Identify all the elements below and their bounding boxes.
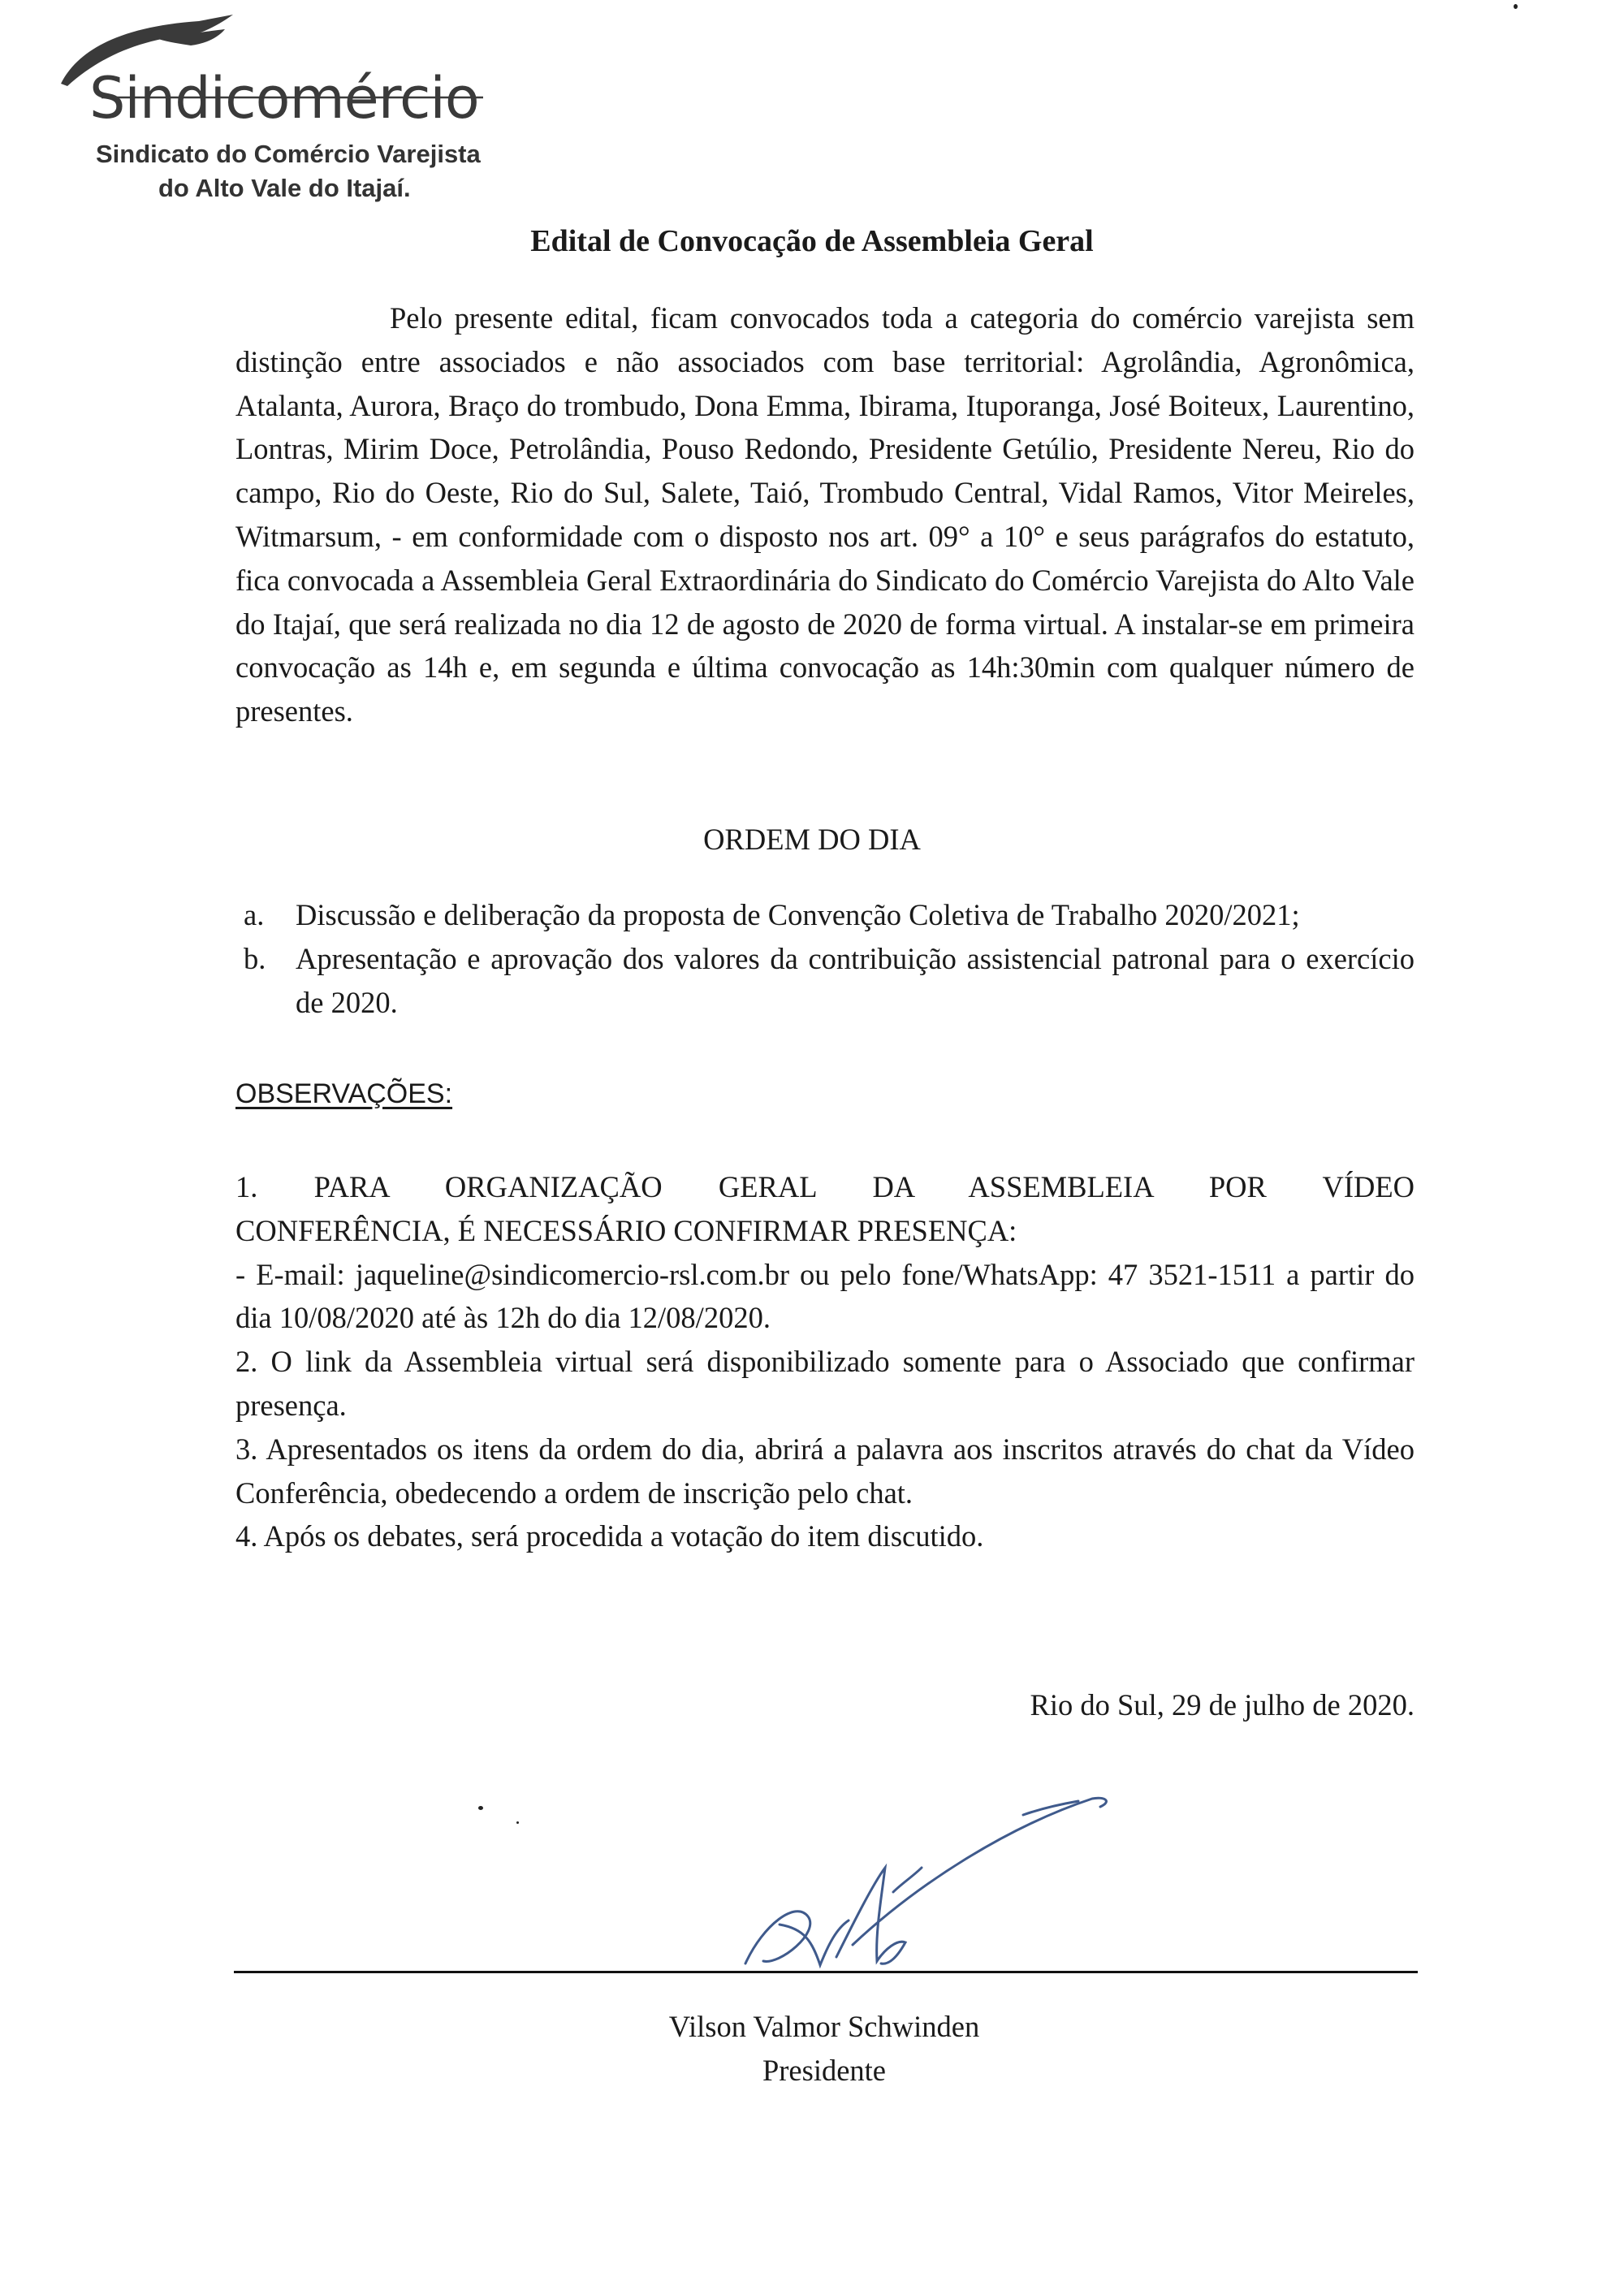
observation-1-contact: - E-mail: jaqueline@sindicomercio-rsl.com.br ou pelo fone/WhatsApp: 47 3521-1511 a partir do dia 10/08/2020 até às 12h do dia 12/08/2020. (235, 1257, 1415, 1335)
scan-speck (516, 1821, 519, 1824)
agenda-item-text: Apresentação e aprovação dos valores da contribuição assistencial patronal para o exercício de 2020. (296, 941, 1415, 1019)
observations-title: OBSERVAÇÕES: (235, 1078, 453, 1109)
sindicomercio-logo (45, 6, 499, 132)
org-name-line-2: do Alto Vale do Itajaí. (158, 174, 411, 202)
agenda-title: ORDEM DO DIA (703, 823, 921, 856)
agenda-item (235, 893, 1415, 937)
scan-speck (1514, 4, 1518, 9)
observation-4: 4. Após os debates, será procedida a votação do item discutido. (235, 1519, 984, 1553)
observation-2: 2. O link da Assembleia virtual será disponibilizado somente para o Associado que confirmar presença. (235, 1345, 1415, 1422)
agenda-item (235, 937, 1415, 1025)
agenda-item-marker: b. (244, 941, 266, 975)
signer-role: Presidente (762, 2054, 887, 2087)
logo-wordmark: Sindicomércio (89, 65, 479, 132)
org-name-line-1: Sindicato do Comércio Varejista (96, 140, 481, 168)
observations-list (235, 1165, 1415, 1558)
convocation-paragraph: Pelo presente edital, ficam convocados toda a categoria do comércio varejista sem distinção entre associados e não associados com base territorial: Agrolândia, Agronômica, Atalanta, Aurora, Braço do trombudo, Dona Emma, Ibirama, Ituporanga, José Boiteux, Laurentino, Lontras, Mirim Doce, Petrolândia, Pouso Redondo, Presidente Getúlio, Presidente Nereu, Rio do campo, Rio do Oeste, Rio do Sul, Salete, Taió, Trombudo Central, Vidal Ramos, Vitor Meireles, Witmarsum, - em conformidade com o disposto nos art. 09° a 10° e seus parágrafos do estatuto, fica convocada a Assembleia Geral Extraordinária do Sindicato do Comércio Varejista do Alto Vale do Itajaí, que será realizada no dia 12 de agosto de 2020 de forma virtual. A instalar-se em primeira convocação as 14h e, em segunda e última convocação as 14h:30min com qualquer número de presentes. (235, 301, 1415, 728)
observation-1-line-2: CONFERÊNCIA, É NECESSÁRIO CONFIRMAR PRESENÇA: (235, 1213, 1017, 1247)
handwritten-signature (731, 1762, 1121, 1989)
place-date-line: Rio do Sul, 29 de julho de 2020. (1030, 1688, 1415, 1722)
signature-line (234, 1971, 1418, 1973)
scan-speck (478, 1806, 483, 1810)
observation-1-line-1: 1. PARA ORGANIZAÇÃO GERAL DA ASSEMBLEIA POR VÍDEO (235, 1170, 1415, 1203)
agenda-item-marker: a. (244, 898, 265, 931)
signer-name: Vilson Valmor Schwinden (668, 2010, 980, 2043)
observation-3: 3. Apresentados os itens da ordem do dia, abrirá a palavra aos inscritos através do chat da Vídeo Conferência, obedecendo a ordem de inscrição pelo chat. (235, 1432, 1415, 1510)
agenda-list (235, 893, 1415, 1024)
agenda-item-text: Discussão e deliberação da proposta de Convenção Coletiva de Trabalho 2020/2021; (296, 898, 1300, 931)
page-title: Edital de Convocação de Assembleia Geral (530, 224, 1094, 258)
